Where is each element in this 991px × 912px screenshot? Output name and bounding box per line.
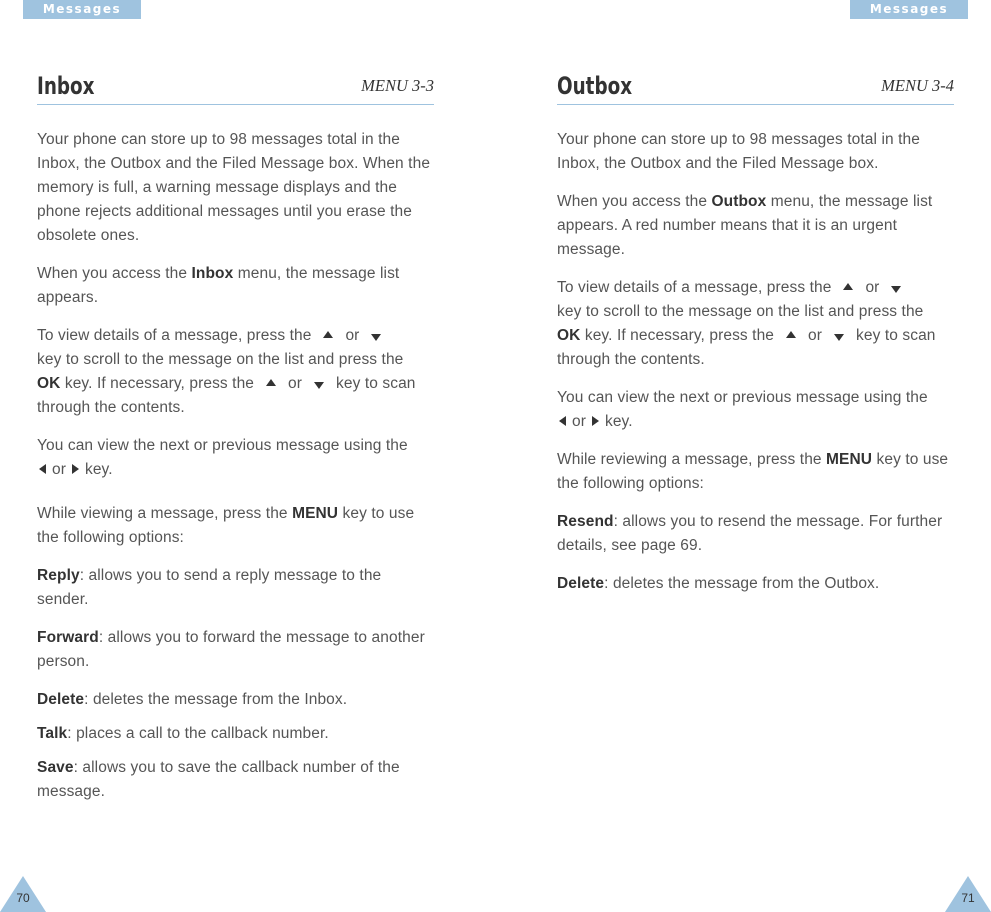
right-arrow-icon <box>592 416 599 426</box>
down-arrow-icon <box>314 382 324 389</box>
paragraph: Your phone can store up to 98 messages total in the Inbox, the Outbox and the Filed Message box. When the memory is full, a warning message displays and the phone rejects additional messages until you erase the obsolete ones. <box>37 131 431 244</box>
up-arrow-icon <box>843 283 853 290</box>
section-tab-left: Messages <box>23 0 141 19</box>
paragraph: You can view the next or previous message using the or key. <box>37 437 408 478</box>
up-arrow-icon <box>786 331 796 338</box>
page-number-left: 70 <box>0 876 46 912</box>
inbox-column <box>37 62 434 818</box>
option-item: Forward: allows you to forward the message to another person. <box>37 629 425 670</box>
menu-code: MENU 3-4 <box>881 76 954 95</box>
up-arrow-icon <box>323 331 333 338</box>
option-item: Reply: allows you to send a reply message to the sender. <box>37 567 382 608</box>
paragraph: To view details of a message, press the or key to scroll to the message on the list and press the OK key. If necessary, press the or key to scan through the contents. <box>557 279 936 368</box>
down-arrow-icon <box>371 334 381 341</box>
option-item: Delete: deletes the message from the Inbox. <box>37 691 348 708</box>
paragraph: While reviewing a message, press the MENU key to use the following options: <box>557 451 949 492</box>
page-number-right: 71 <box>945 876 991 912</box>
page-title: Outbox <box>557 72 633 100</box>
paragraph: When you access the Inbox menu, the message list appears. <box>37 265 400 306</box>
option-item: Resend: allows you to resend the message. For further details, see page 69. <box>557 513 943 554</box>
outbox-column <box>557 62 954 610</box>
paragraph: Your phone can store up to 98 messages total in the Inbox, the Outbox and the Filed Message box. <box>557 131 920 172</box>
left-arrow-icon <box>559 416 566 426</box>
outbox-header <box>557 62 954 105</box>
down-arrow-icon <box>834 334 844 341</box>
option-item: Delete: deletes the message from the Outbox. <box>557 575 880 592</box>
up-arrow-icon <box>266 379 276 386</box>
option-item: Save: allows you to save the callback number of the message. <box>37 759 400 800</box>
paragraph: While viewing a message, press the MENU key to use the following options: <box>37 505 415 546</box>
down-arrow-icon <box>891 286 901 293</box>
paragraph: To view details of a message, press the or key to scroll to the message on the list and press the OK key. If necessary, press the or key to scan through the contents. <box>37 327 416 416</box>
paragraph: When you access the Outbox menu, the message list appears. A red number means that it is an urgent message. <box>557 193 933 258</box>
paragraph: You can view the next or previous message using the or key. <box>557 389 928 430</box>
left-arrow-icon <box>39 464 46 474</box>
page-title: Inbox <box>37 72 95 100</box>
section-tab-right: Messages <box>850 0 968 19</box>
right-arrow-icon <box>72 464 79 474</box>
option-item: Talk: places a call to the callback number. <box>37 725 329 742</box>
menu-code: MENU 3-3 <box>361 76 434 95</box>
inbox-header <box>37 62 434 105</box>
